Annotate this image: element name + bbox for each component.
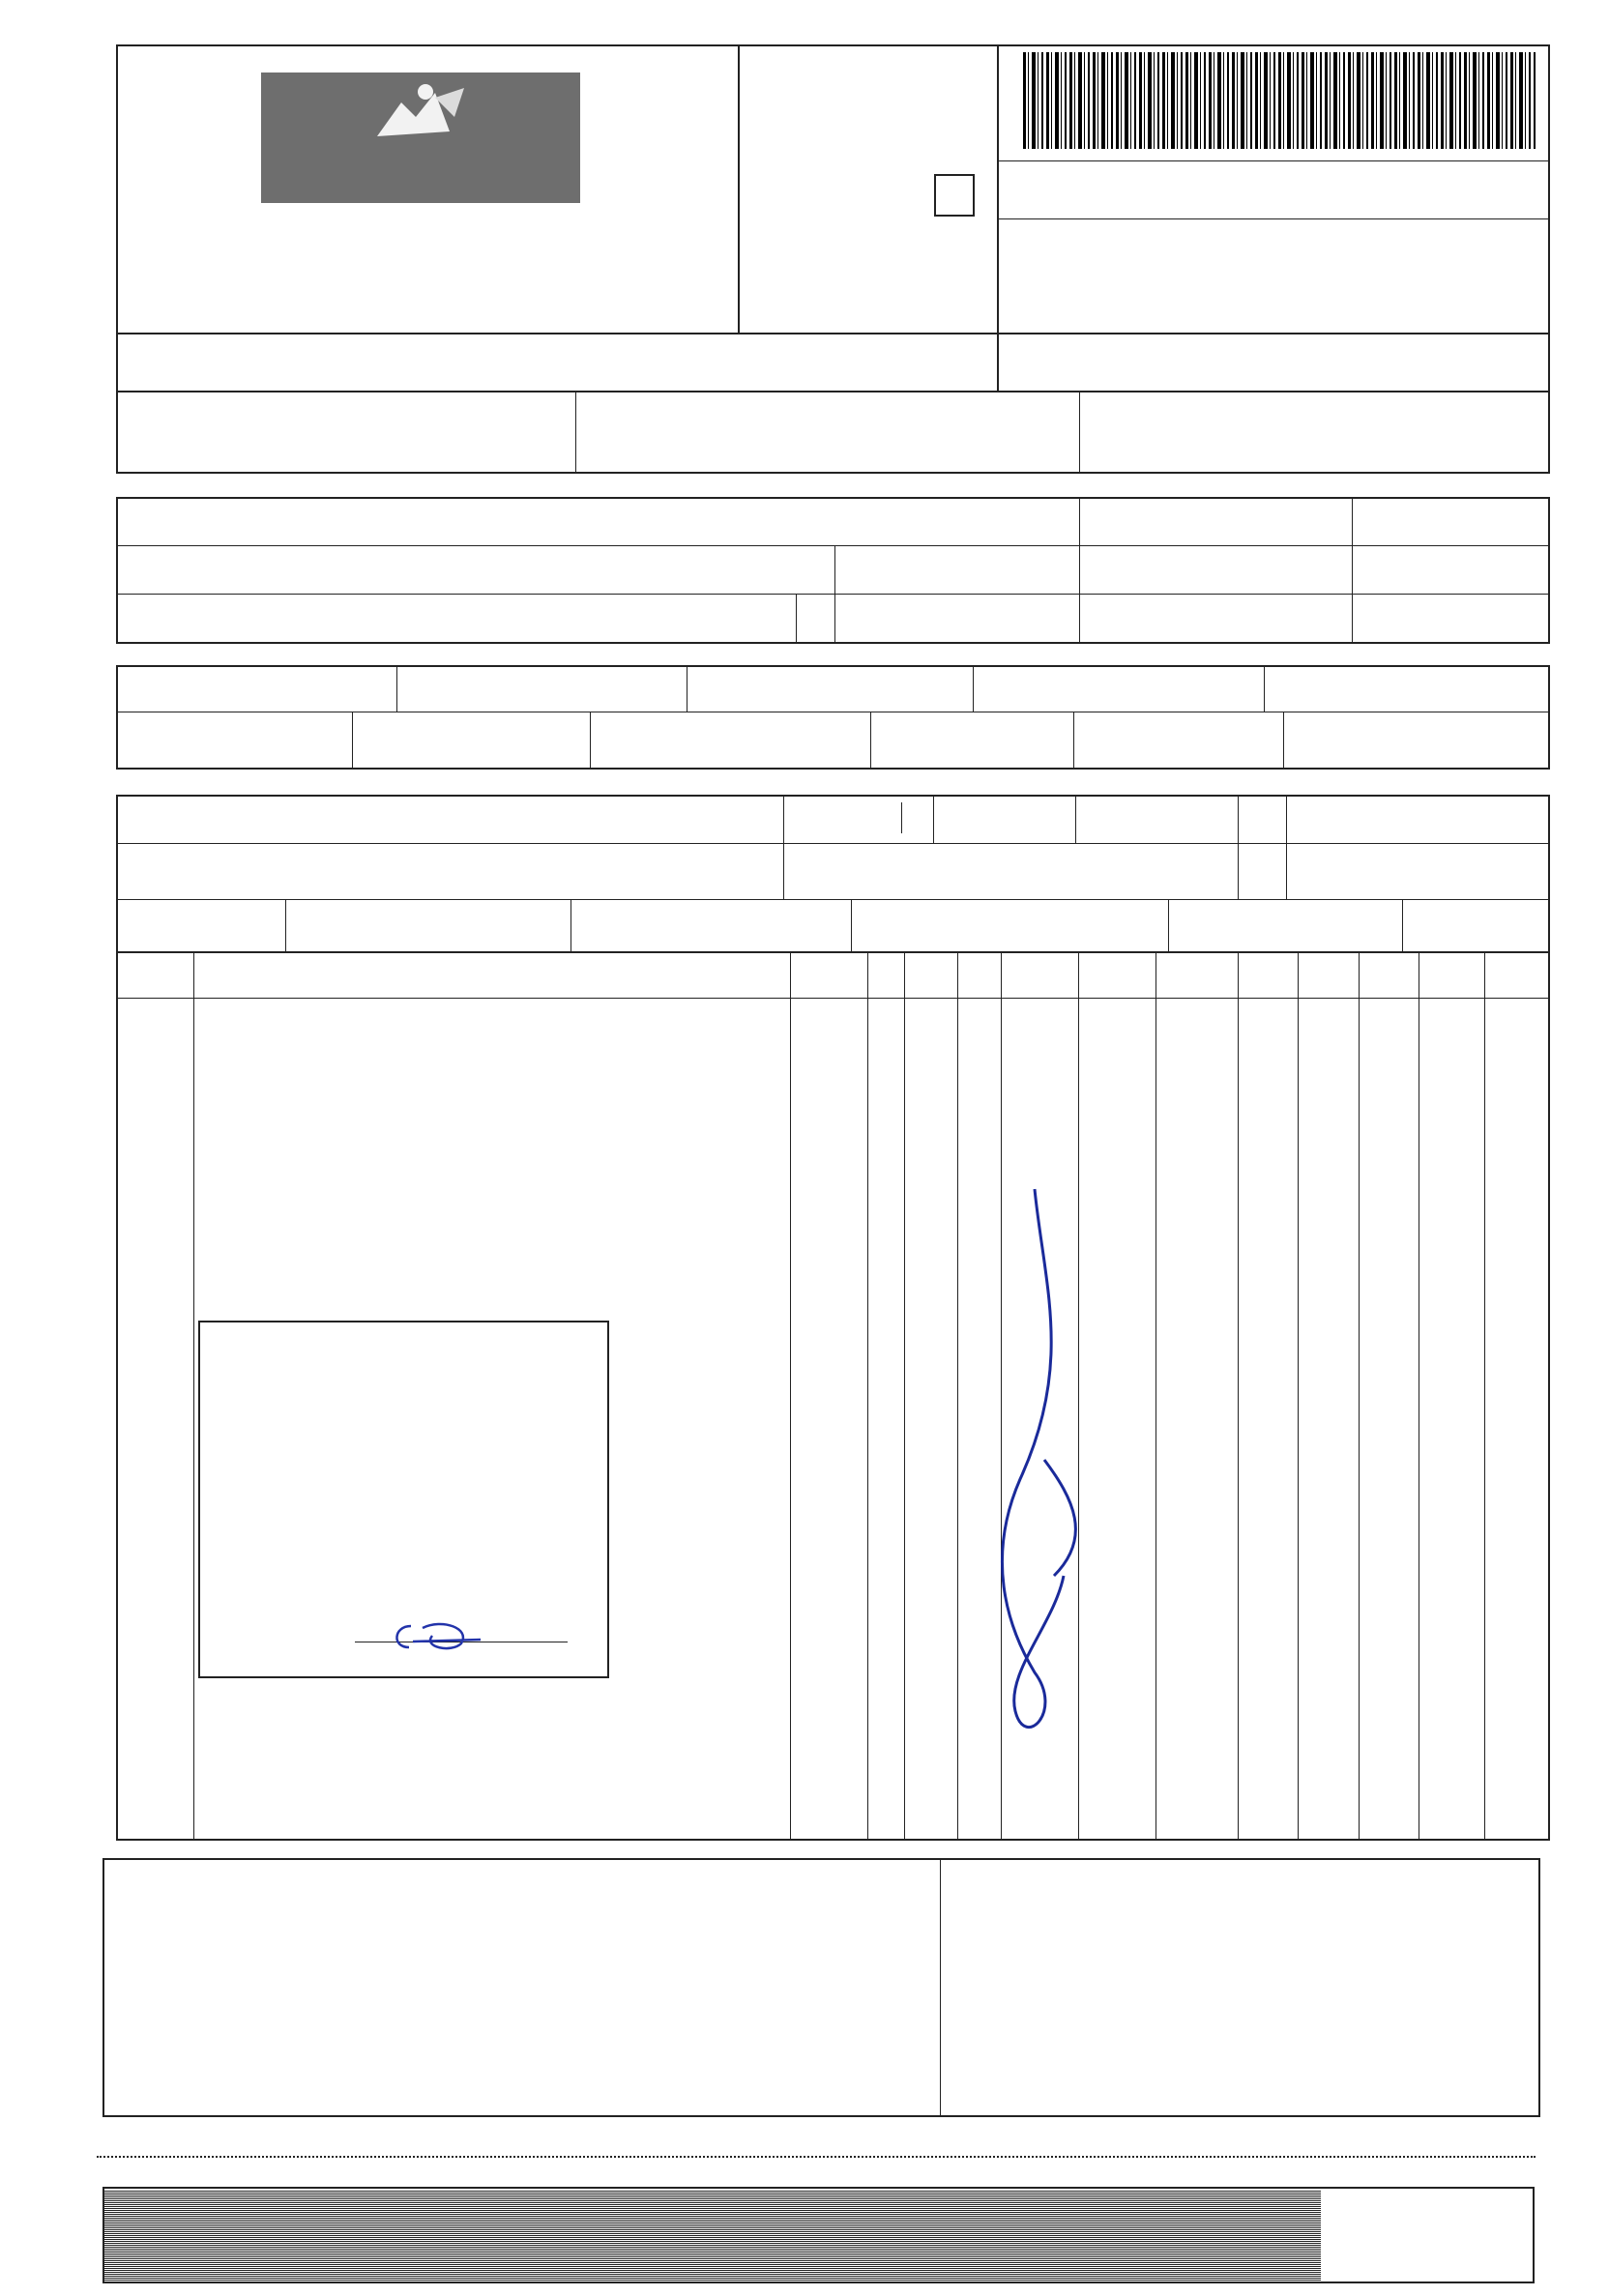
perforation-line	[97, 2156, 1536, 2158]
transport-box	[116, 795, 1550, 953]
additional-info-box	[102, 1858, 1540, 2117]
protocol-box	[997, 333, 1550, 392]
nf-type-value	[934, 174, 975, 217]
registration-box	[116, 391, 1550, 474]
acquisition-stamp	[198, 1321, 609, 1678]
runner-logo-icon	[358, 78, 474, 146]
operation-box	[116, 333, 999, 392]
company-logo	[261, 73, 580, 203]
recipient-box	[116, 497, 1550, 644]
stamp-initials-signature	[384, 1618, 490, 1657]
tax-box	[116, 665, 1550, 770]
barcode	[1023, 52, 1536, 149]
